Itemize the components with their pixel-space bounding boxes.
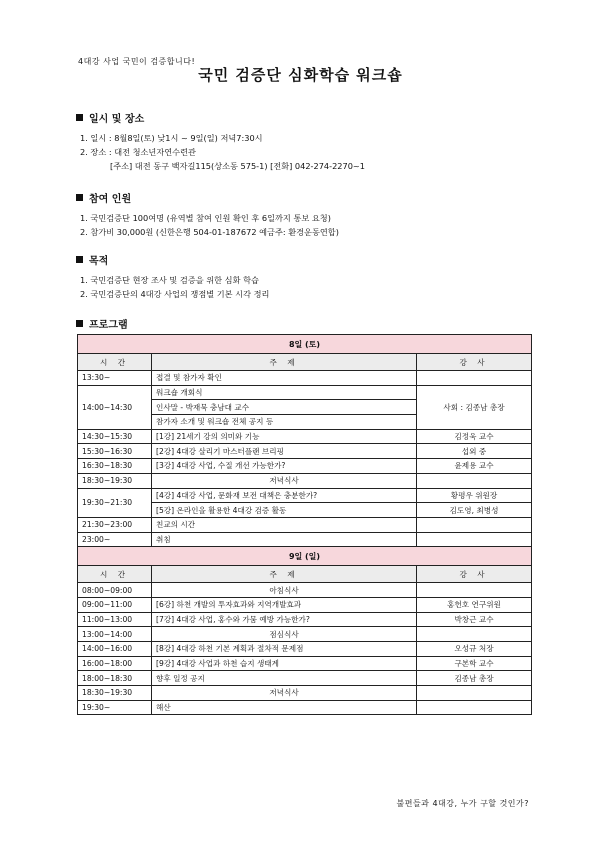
purpose-line-2: 2. 국민검증단의 4대강 사업의 쟁점별 기본 시각 정리 bbox=[80, 289, 270, 299]
col-header-topic: 주 제 bbox=[152, 354, 417, 371]
table-row bbox=[78, 517, 532, 532]
cell-speaker: 윤제용 교수 bbox=[417, 459, 532, 474]
cell-time: 16:30~18:30 bbox=[78, 459, 152, 474]
cell-time: 09:00~11:00 bbox=[78, 597, 152, 612]
table-row bbox=[78, 371, 532, 386]
cell-time: 18:30~19:30 bbox=[78, 686, 152, 701]
section-heading-label: 일시 및 장소 bbox=[89, 114, 145, 125]
table-row bbox=[78, 597, 532, 612]
cell-speaker: 김종남 총장 bbox=[417, 671, 532, 686]
tagline: 4대강 사업 국민이 검증합니다! bbox=[78, 57, 196, 66]
cell-topic: 아침식사 bbox=[152, 583, 417, 598]
square-bullet-icon bbox=[76, 194, 83, 201]
section-heading bbox=[76, 110, 536, 125]
participants-line-1: 1. 국민검증단 100여명 (유역별 참여 인원 확인 후 6일까지 통보 요청) bbox=[80, 213, 331, 223]
cell-speaker: 구본학 교수 bbox=[417, 656, 532, 671]
table-row bbox=[78, 444, 532, 459]
table-row bbox=[78, 429, 532, 444]
cell-topic: 인사말 - 박재묵 충남대 교수 bbox=[152, 400, 417, 415]
cell-speaker: 섭외 중 bbox=[417, 444, 532, 459]
cell-speaker bbox=[417, 700, 532, 715]
cell-speaker bbox=[417, 371, 532, 386]
cell-time: 16:00~18:00 bbox=[78, 656, 152, 671]
cell-time: 19:30~ bbox=[78, 700, 152, 715]
cell-topic: [8강] 4대강 하천 기본 계획과 절차적 문제점 bbox=[152, 642, 417, 657]
cell-speaker bbox=[417, 473, 532, 488]
cell-topic: [7강] 4대강 사업, 홍수와 가뭄 예방 가능한가? bbox=[152, 612, 417, 627]
cell-speaker: 박창근 교수 bbox=[417, 612, 532, 627]
schedule-line-1: 1. 일시 : 8월8일(토) 낮1시 ~ 9일(일) 저녁7:30시 bbox=[80, 133, 263, 143]
col-header-speaker: 강 사 bbox=[417, 354, 532, 371]
section-heading bbox=[76, 190, 536, 205]
cell-time: 14:00~14:30 bbox=[78, 385, 152, 429]
cell-time: 21:30~23:00 bbox=[78, 517, 152, 532]
cell-topic: 저녁식사 bbox=[152, 686, 417, 701]
cell-time: 15:30~16:30 bbox=[78, 444, 152, 459]
cell-time: 19:30~21:30 bbox=[78, 488, 152, 517]
footer-slogan: 불편들과 4대강, 누가 구할 것인가? bbox=[396, 799, 529, 808]
cell-time: 18:30~19:30 bbox=[78, 473, 152, 488]
cell-topic: 접결 및 참가자 확인 bbox=[152, 371, 417, 386]
col-header-speaker: 강 사 bbox=[417, 566, 532, 583]
table-row bbox=[78, 656, 532, 671]
cell-speaker bbox=[417, 686, 532, 701]
section-heading-label: 참여 인원 bbox=[89, 194, 132, 205]
cell-topic: [1강] 21세기 강의 의미와 기능 bbox=[152, 429, 417, 444]
table-row bbox=[78, 700, 532, 715]
page-title: 국민 검증단 심화학습 워크숍 bbox=[198, 66, 403, 84]
cell-time: 14:00~16:00 bbox=[78, 642, 152, 657]
cell-speaker: 홍헌호 연구위원 bbox=[417, 597, 532, 612]
cell-topic: [5강] 온라인을 활용한 4대강 검증 활동 bbox=[152, 503, 417, 518]
column-header-row bbox=[78, 566, 532, 583]
square-bullet-icon bbox=[76, 320, 83, 327]
cell-speaker bbox=[417, 583, 532, 598]
cell-topic: 워크숍 개회식 bbox=[152, 385, 417, 400]
section-purpose bbox=[76, 252, 536, 301]
section-heading-label: 프로그램 bbox=[89, 320, 128, 331]
table-row bbox=[78, 671, 532, 686]
purpose-line-1: 1. 국민검증단 현장 조사 및 검증을 위한 심화 학습 bbox=[80, 275, 259, 285]
table-row bbox=[78, 459, 532, 474]
col-header-topic: 주 제 bbox=[152, 566, 417, 583]
schedule-line-3: [주소] 대전 동구 백자길115(상소동 575-1) [전화] 042-274-2270~1 bbox=[110, 161, 365, 171]
cell-speaker bbox=[417, 532, 532, 547]
cell-speaker: 오성규 처장 bbox=[417, 642, 532, 657]
cell-time: 08:00~09:00 bbox=[78, 583, 152, 598]
square-bullet-icon bbox=[76, 114, 83, 121]
cell-topic: 취침 bbox=[152, 532, 417, 547]
day-header-row bbox=[78, 547, 532, 566]
section-heading bbox=[76, 252, 536, 267]
table-row bbox=[78, 627, 532, 642]
cell-time: 11:00~13:00 bbox=[78, 612, 152, 627]
cell-topic: 친교의 시간 bbox=[152, 517, 417, 532]
section-schedule bbox=[76, 110, 536, 173]
cell-topic: 향후 일정 공지 bbox=[152, 671, 417, 686]
table-row bbox=[78, 686, 532, 701]
program-table bbox=[77, 334, 532, 715]
cell-topic: [6강] 하천 개발의 투자효과와 지역개발효과 bbox=[152, 597, 417, 612]
col-header-time: 시 간 bbox=[78, 354, 152, 371]
section-heading-program bbox=[76, 316, 128, 331]
cell-speaker: 황평우 위원장 bbox=[417, 488, 532, 503]
cell-speaker: 김도영, 최병성 bbox=[417, 503, 532, 518]
table-row bbox=[78, 532, 532, 547]
schedule-line-2: 2. 장소 : 대전 청소년자연수련관 bbox=[80, 147, 196, 157]
square-bullet-icon bbox=[76, 256, 83, 263]
cell-time: 14:30~15:30 bbox=[78, 429, 152, 444]
table-row bbox=[78, 473, 532, 488]
cell-speaker bbox=[417, 627, 532, 642]
table-row bbox=[78, 642, 532, 657]
day-label: 8일 (토) bbox=[78, 335, 532, 354]
table-row bbox=[78, 385, 532, 400]
participants-line-2: 2. 참가비 30,000원 (신한은행 504-01-187672 예금주: 환경운동연합) bbox=[80, 227, 339, 237]
cell-topic: 해산 bbox=[152, 700, 417, 715]
cell-topic: [2강] 4대강 살리기 마스터플랜 브리핑 bbox=[152, 444, 417, 459]
table-row bbox=[78, 583, 532, 598]
cell-topic: 점심식사 bbox=[152, 627, 417, 642]
table-row bbox=[78, 612, 532, 627]
table-row bbox=[78, 488, 532, 503]
cell-topic: 저녁식사 bbox=[152, 473, 417, 488]
cell-time: 18:00~18:30 bbox=[78, 671, 152, 686]
col-header-time: 시 간 bbox=[78, 566, 152, 583]
cell-time: 13:00~14:00 bbox=[78, 627, 152, 642]
day-label: 9일 (일) bbox=[78, 547, 532, 566]
section-heading-label: 목적 bbox=[89, 256, 109, 267]
column-header-row bbox=[78, 354, 532, 371]
cell-speaker: 김정욱 교수 bbox=[417, 429, 532, 444]
cell-topic: [3강] 4대강 사업, 수질 개선 가능한가? bbox=[152, 459, 417, 474]
cell-speaker: 사회 : 김종남 총장 bbox=[417, 385, 532, 429]
cell-speaker bbox=[417, 517, 532, 532]
cell-time: 13:30~ bbox=[78, 371, 152, 386]
cell-time: 23:00~ bbox=[78, 532, 152, 547]
cell-topic: [9강] 4대강 사업과 하천 습지 생태계 bbox=[152, 656, 417, 671]
cell-topic: [4강] 4대강 사업, 문화재 보전 대책은 충분한가? bbox=[152, 488, 417, 503]
cell-topic: 참가자 소개 및 워크숍 전체 공지 등 bbox=[152, 415, 417, 430]
day-header-row bbox=[78, 335, 532, 354]
section-participants bbox=[76, 190, 536, 239]
